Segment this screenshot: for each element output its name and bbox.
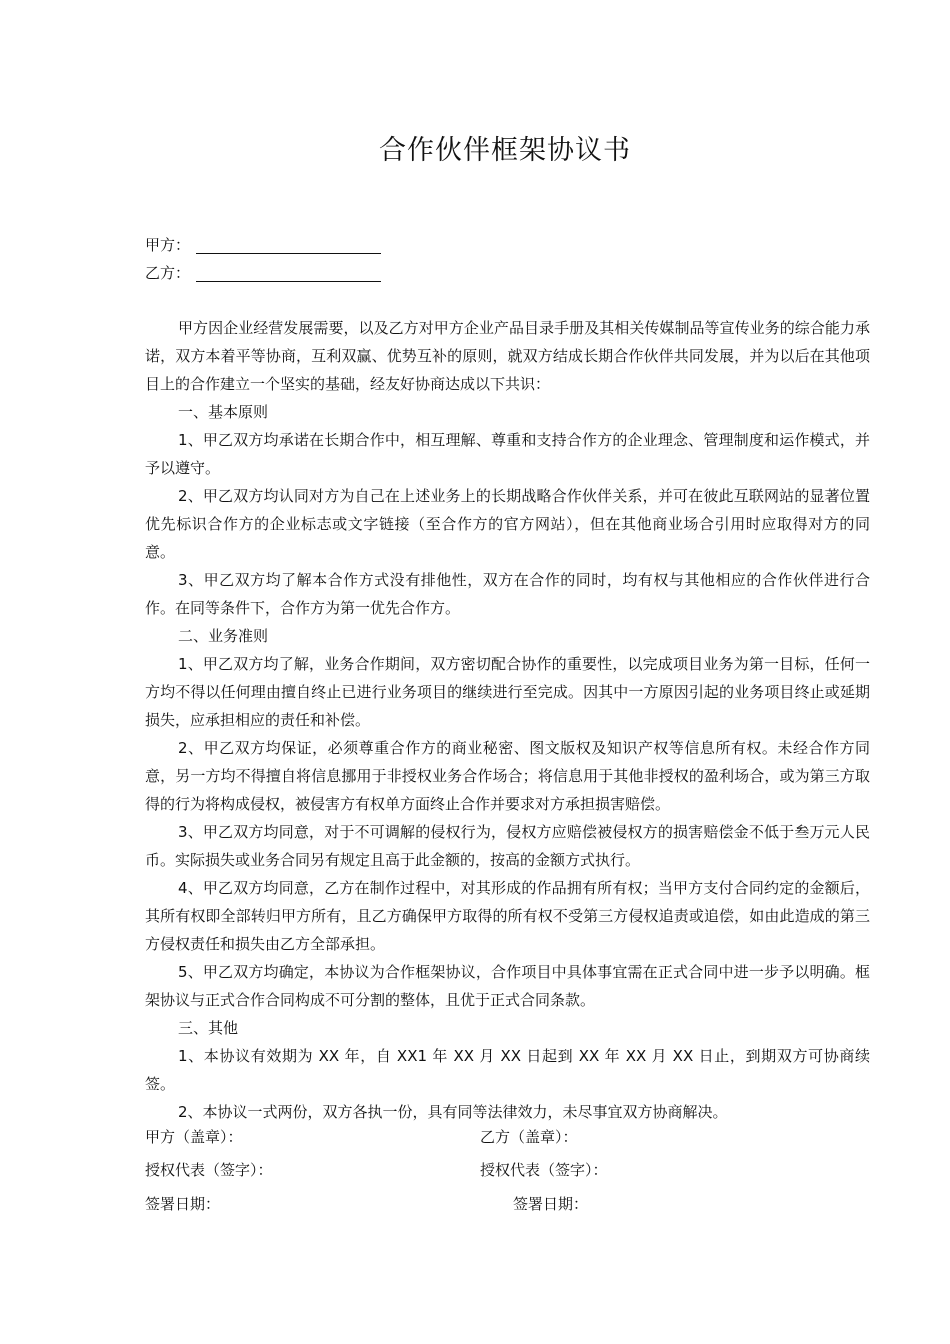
party-a-seal-label: 甲方（盖章）： (145, 1128, 243, 1146)
party-b-date-label: 签署日期： (513, 1195, 589, 1213)
paragraph: 3、甲乙双方均了解本合作方式没有排他性，双方在合作的同时，均有权与其他相应的合作伙伴进行合作。在同等条件下，合作方为第一优先合作方。 (145, 571, 870, 617)
party-a-line (145, 233, 381, 257)
paragraph-intro: 甲方因企业经营发展需要，以及乙方对甲方企业产品目录手册及其相关传媒制品等宣传业务的综合能力承诺，双方本着平等协商，互利双赢、优势互补的原则，就双方结成长期合作伙伴共同发展，并为以后在其他项目上的合作建立一个坚实的基础，经友好协商达成以下共识： (145, 319, 870, 393)
section-heading-3: 三、其他 (178, 1019, 239, 1037)
paragraph: 3、甲乙双方均同意，对于不可调解的侵权行为，侵权方应赔偿被侵权方的损害赔偿金不低于叁万元人民币。实际损失或业务合同另有规定且高于此金额的，按高的金额方式执行。 (145, 823, 870, 869)
paragraph: 2、甲乙双方均认同对方为自己在上述业务上的长期战略合作伙伴关系，并可在彼此互联网站的显著位置优先标识合作方的企业标志或文字链接（至合作方的官方网站），但在其他商业场合引用时应取得对方的同意。 (145, 487, 870, 561)
paragraph: 1、甲乙双方均承诺在长期合作中，相互理解、尊重和支持合作方的企业理念、管理制度和运作模式，并予以遵守。 (145, 431, 870, 477)
agreement-body (145, 314, 870, 1126)
section-heading-2: 二、业务准则 (178, 627, 269, 645)
party-a-label: 甲方： (145, 236, 191, 254)
paragraph: 1、本协议有效期为 XX 年，自 XX1 年 XX 月 XX 日起到 XX 年 XX 月 XX 日止，到期双方可协商续签。 (145, 1047, 870, 1093)
party-b-label: 乙方： (145, 264, 191, 282)
paragraph: 5、甲乙双方均确定，本协议为合作框架协议，合作项目中具体事宜需在正式合同中进一步予以明确。框架协议与正式合作合同构成不可分割的整体，且优于正式合同条款。 (145, 963, 870, 1009)
section-heading-1: 一、基本原则 (178, 403, 269, 421)
party-a-rep-label: 授权代表（签字）： (145, 1161, 273, 1179)
paragraph: 4、甲乙双方均同意，乙方在制作过程中，对其形成的作品拥有所有权；当甲方支付合同约定的金额后，其所有权即全部转归甲方所有，且乙方确保甲方取得的所有权不受第三方侵权追责或追偿，如由此造成的第三方侵权责任和损失由乙方全部承担。 (145, 879, 870, 953)
paragraph: 1、甲乙双方均了解，业务合作期间，双方密切配合协作的重要性，以完成项目业务为第一目标，任何一方均不得以任何理由擅自终止已进行业务项目的继续进行至完成。因其中一方原因引起的业务项目终止或延期损失，应承担相应的责任和补偿。 (145, 655, 870, 729)
document-title: 合作伙伴框架协议书 (379, 135, 631, 166)
party-b-blank (196, 265, 381, 282)
party-b-rep-label: 授权代表（签字）： (480, 1161, 608, 1179)
party-a-blank (196, 237, 381, 254)
party-b-seal-label: 乙方（盖章）： (480, 1128, 578, 1146)
party-b-line (145, 261, 381, 285)
paragraph: 2、本协议一式两份，双方各执一份，具有同等法律效力，未尽事宜双方协商解决。 (178, 1103, 728, 1121)
party-a-date-label: 签署日期： (145, 1195, 221, 1213)
paragraph: 2、甲乙双方均保证，必须尊重合作方的商业秘密、图文版权及知识产权等信息所有权。未经合作方同意，另一方均不得擅自将信息挪用于非授权业务合作场合；将信息用于其他非授权的盈利场合，或为第三方取得的行为将构成侵权，被侵害方有权单方面终止合作并要求对方承担损害赔偿。 (145, 739, 870, 813)
